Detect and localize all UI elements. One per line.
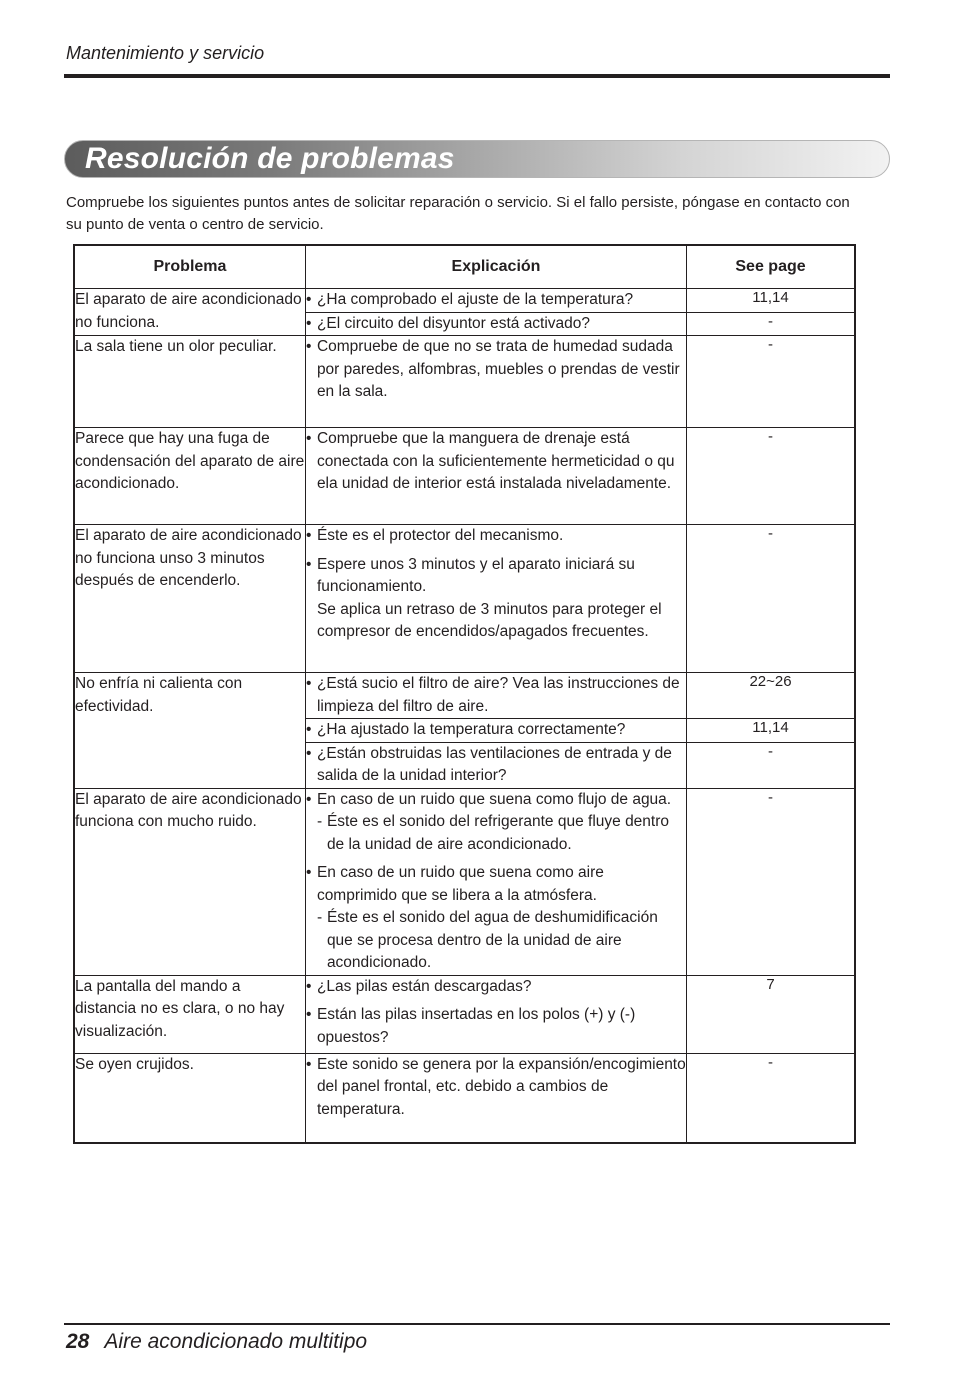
bullet-text: Compruebe que la manguera de drenaje está conectada con la suficientemente hermeticidad o qu ela unidad de interior está instalada niveladamente. <box>316 430 675 492</box>
bullet-text: ¿Ha comprobado el ajuste de la temperatura? <box>316 291 634 308</box>
explanation-cell <box>305 975 686 1053</box>
explanation-cell <box>305 336 686 428</box>
problem-cell: El aparato de aire acondicionado no funciona. <box>74 289 305 336</box>
table-row <box>74 289 855 313</box>
explanation-cell <box>305 289 686 313</box>
explanation-cell <box>305 719 686 743</box>
page-number: 28 <box>66 1330 90 1353</box>
bullet-item <box>306 336 686 404</box>
bullet-item <box>306 976 686 999</box>
product-name: Aire acondicionado multitipo <box>104 1330 368 1353</box>
bullet-mark: • <box>305 314 312 332</box>
problem-cell: El aparato de aire acondicionado funciona con mucho ruido. <box>74 788 305 975</box>
table-row <box>74 428 855 525</box>
intro-paragraph: Compruebe los siguientes puntos antes de solicitar reparación o servicio. Si el fallo persiste, póngase en contacto con su punto de venta o centro de servicio. <box>66 194 850 233</box>
bullet-mark: • <box>305 338 312 355</box>
see-page-cell: 7 <box>687 975 855 1053</box>
bullet-text: Espere unos 3 minutos y el aparato iniciará su funcionamiento. <box>316 555 635 595</box>
bullet-mark: • <box>305 555 312 573</box>
table-row <box>74 975 855 1053</box>
page-title: Resolución de problemas <box>85 142 455 175</box>
table-row <box>74 673 855 719</box>
header-rule <box>64 74 890 78</box>
table-row <box>74 788 855 975</box>
bullet-text: En caso de un ruido que suena como aire comprimido que se libera a la atmósfera. <box>316 864 604 904</box>
column-header-see-page: See page <box>687 245 855 289</box>
bullet-mark: • <box>305 790 312 808</box>
table-body <box>74 289 855 1144</box>
bullet-text: Están las pilas insertadas en los polos (+) y (-) opuestos? <box>316 1006 636 1046</box>
sub-text: Éste es el sonido del agua de deshumidificación que se procesa dentro de la unidad de aire acondicionado. <box>326 909 658 971</box>
see-page-cell: 22~26 <box>687 673 855 719</box>
bullet-note: Se aplica un retraso de 3 minutos para proteger el compresor de encendidos/apagados frecuentes. <box>316 600 662 640</box>
bullet-item <box>306 554 686 644</box>
see-page-cell: - <box>687 312 855 336</box>
table-row <box>74 336 855 428</box>
problem-cell: El aparato de aire acondicionado no funciona unso 3 minutos después de encenderlo. <box>74 525 305 673</box>
bullet-item <box>306 862 686 975</box>
problem-cell: Se oyen crujidos. <box>74 1053 305 1143</box>
bullet-text: Éste es el protector del mecanismo. <box>316 527 564 544</box>
footer-rule <box>64 1323 890 1325</box>
see-page-cell: - <box>687 428 855 525</box>
bullet-item <box>306 743 686 788</box>
bullet-item <box>306 1004 686 1049</box>
running-header: Mantenimiento y servicio <box>66 43 265 63</box>
dash-mark: - <box>316 813 323 830</box>
bullet-text: Compruebe de que no se trata de humedad sudada por paredes, alfombras, muebles o prendas de vestir en la sala. <box>316 338 680 400</box>
troubleshooting-table <box>73 244 856 1144</box>
bullet-text: ¿Las pilas están descargadas? <box>316 977 532 995</box>
bullet-text: ¿El circuito del disyuntor está activado? <box>316 314 591 332</box>
sub-item <box>317 811 686 856</box>
title-banner <box>64 140 890 178</box>
bullet-mark: • <box>305 291 312 308</box>
see-page-cell: - <box>687 788 855 975</box>
bullet-mark: • <box>305 977 312 995</box>
bullet-item <box>306 313 686 336</box>
see-page-cell: - <box>687 525 855 673</box>
explanation-cell <box>305 428 686 525</box>
bullet-item <box>306 789 686 857</box>
bullet-mark: • <box>305 1055 312 1073</box>
bullet-item <box>306 525 686 548</box>
bullet-mark: • <box>305 675 312 692</box>
bullet-mark: • <box>305 721 312 738</box>
see-page-cell: - <box>687 742 855 788</box>
problem-cell: Parece que hay una fuga de condensación del aparato de aire acondicionado. <box>74 428 305 525</box>
dash-mark: - <box>316 909 323 926</box>
table-header-row <box>74 245 855 289</box>
sub-item <box>317 907 686 975</box>
bullet-mark: • <box>305 744 312 762</box>
explanation-cell <box>305 742 686 788</box>
explanation-cell <box>305 673 686 719</box>
explanation-cell <box>305 788 686 975</box>
see-page-cell: 11,14 <box>687 719 855 743</box>
bullet-mark: • <box>305 864 312 881</box>
see-page-cell: 11,14 <box>687 289 855 313</box>
bullet-item <box>306 289 686 312</box>
bullet-item <box>306 428 686 496</box>
bullet-mark: • <box>305 527 312 544</box>
bullet-text: ¿Está sucio el filtro de aire? Vea las instrucciones de limpieza del filtro de aire. <box>316 675 680 715</box>
problem-cell: La sala tiene un olor peculiar. <box>74 336 305 428</box>
problem-cell: No enfría ni calienta con efectividad. <box>74 673 305 789</box>
bullet-text: ¿Están obstruidas las ventilaciones de entrada y de salida de la unidad interior? <box>316 744 672 784</box>
problem-cell: La pantalla del mando a distancia no es clara, o no hay visualización. <box>74 975 305 1053</box>
page-footer <box>66 1330 367 1354</box>
see-page-cell: - <box>687 336 855 428</box>
bullet-text: Este sonido se genera por la expansión/encogimiento del panel frontal, etc. debido a cambios de temperatura. <box>316 1055 686 1118</box>
bullet-mark: • <box>305 430 312 447</box>
column-header-problem: Problema <box>74 245 305 289</box>
table-row <box>74 525 855 673</box>
bullet-text: ¿Ha ajustado la temperatura correctamente? <box>316 721 626 738</box>
sub-text: Éste es el sonido del refrigerante que fluye dentro de la unidad de aire acondicionado. <box>326 813 670 853</box>
bullet-item <box>306 673 686 718</box>
explanation-cell <box>305 312 686 336</box>
explanation-cell <box>305 525 686 673</box>
column-header-explanation: Explicación <box>305 245 686 289</box>
bullet-mark: • <box>305 1006 312 1023</box>
see-page-cell: - <box>687 1053 855 1143</box>
explanation-cell <box>305 1053 686 1143</box>
bullet-item <box>306 1054 686 1122</box>
bullet-item <box>306 719 686 742</box>
table-row <box>74 1053 855 1143</box>
bullet-text: En caso de un ruido que suena como flujo de agua. <box>316 790 672 808</box>
